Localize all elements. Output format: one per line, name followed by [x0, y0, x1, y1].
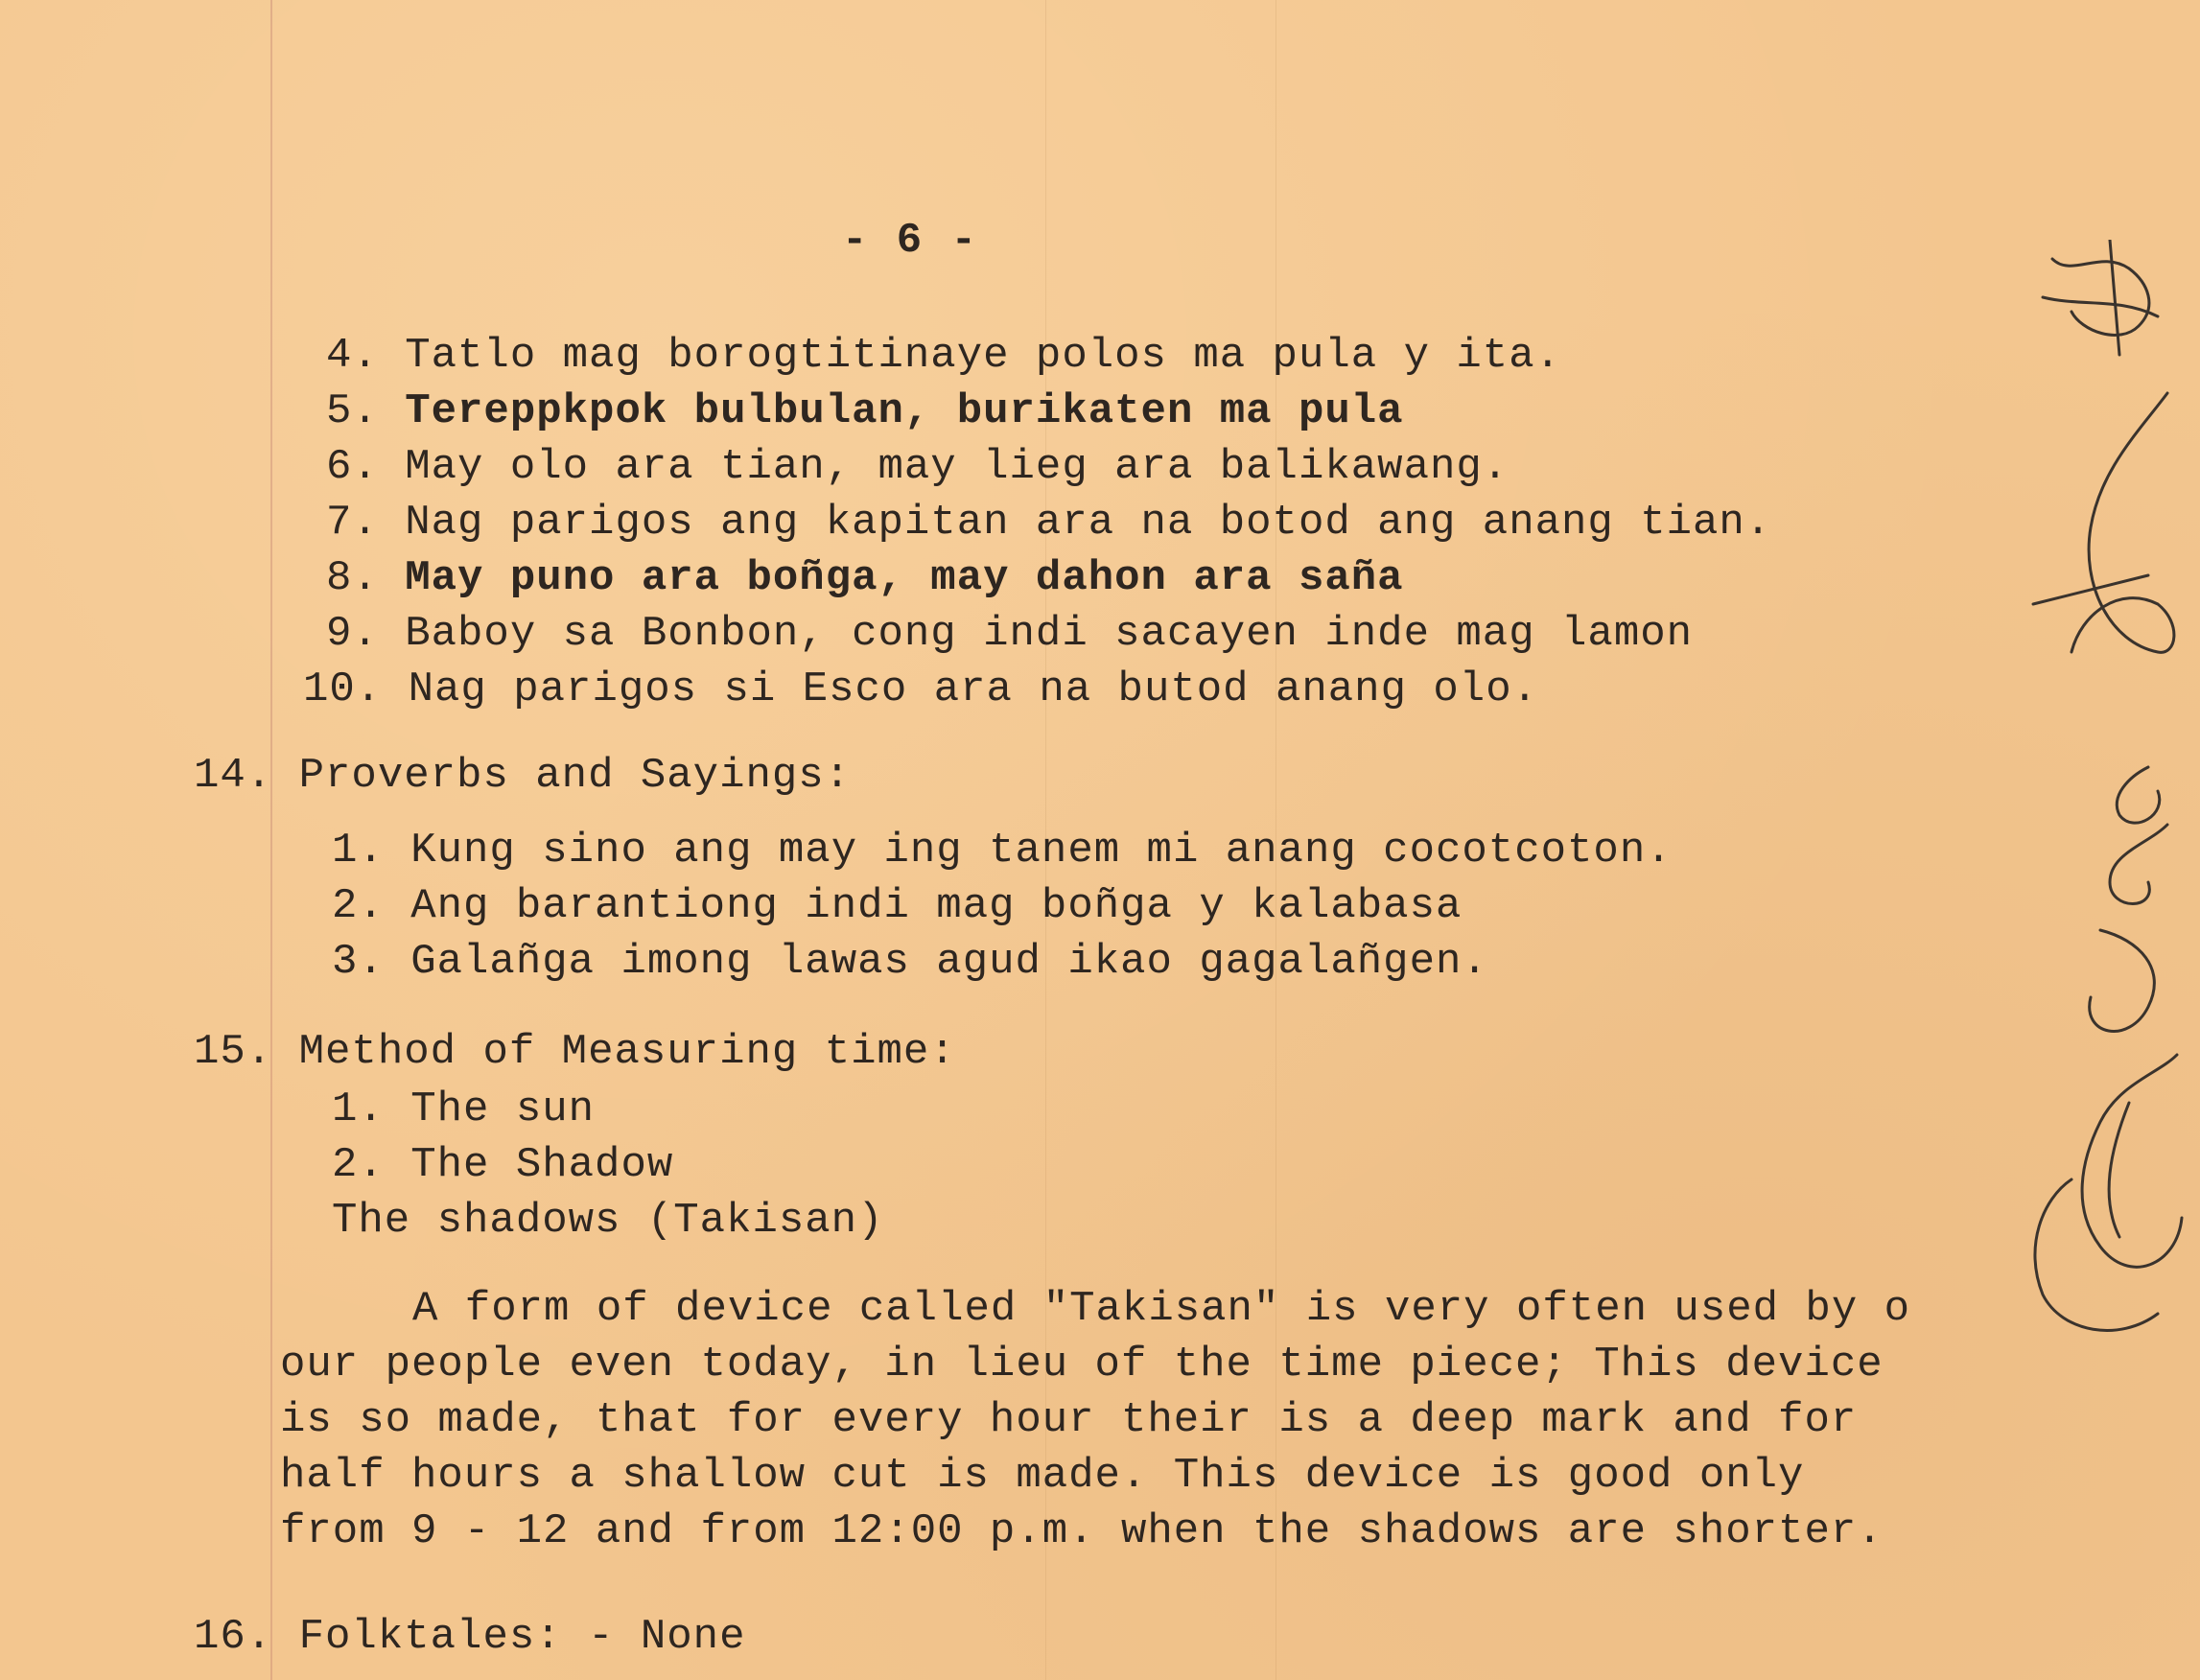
time-method-number: 2.: [332, 1141, 385, 1189]
riddle-text: May puno ara boñga, may dahon ara saña: [405, 554, 1404, 602]
proverb-number: 2.: [332, 882, 385, 930]
riddle-item: [326, 499, 1771, 547]
proverb-item: [332, 938, 1488, 986]
riddle-number: 5.: [326, 387, 379, 435]
riddle-text: Tatlo mag borogtitinaye polos ma pula y ita.: [405, 332, 1562, 380]
section-heading-folktales: 16. Folktales: - None: [194, 1613, 746, 1661]
time-method-item: [332, 1085, 595, 1133]
riddle-number: 8.: [326, 554, 379, 602]
paragraph-line: half hours a shallow cut is made. This device is good only: [280, 1452, 1805, 1500]
proverb-number: 3.: [332, 938, 385, 986]
riddle-text: May olo ara tian, may lieg ara balikawang.: [405, 443, 1510, 491]
riddle-item: [326, 443, 1509, 491]
riddle-item: [326, 387, 1404, 435]
paragraph-line: A form of device called "Takisan" is very often used by o: [412, 1285, 1911, 1333]
riddle-text: Baboy sa Bonbon, cong indi sacayen inde mag lamon: [405, 610, 1694, 658]
time-method-text: The Shadow: [410, 1141, 674, 1189]
riddle-item: [326, 332, 1561, 380]
riddle-item: [326, 610, 1693, 658]
proverb-text: Ang barantiong indi mag boñga y kalabasa: [410, 882, 1463, 930]
proverb-item: [332, 882, 1462, 930]
time-method-number: 1.: [332, 1085, 385, 1133]
proverb-number: 1.: [332, 827, 385, 875]
page-number: - 6 -: [842, 217, 979, 265]
riddle-number: 10.: [303, 665, 383, 713]
proverb-text: Kung sino ang may ing tanem mi anang cocotcoton.: [410, 827, 1673, 875]
paragraph-line: our people even today, in lieu of the time piece; This device: [280, 1341, 1884, 1388]
section-heading-time: 15. Method of Measuring time:: [194, 1028, 956, 1076]
riddle-item: [326, 554, 1404, 602]
time-method-text: The sun: [410, 1085, 596, 1133]
proverb-item: [332, 827, 1673, 875]
paragraph-line: is so made, that for every hour their is a deep mark and for: [280, 1396, 1858, 1444]
riddle-number: 6.: [326, 443, 379, 491]
riddle-number: 7.: [326, 499, 379, 547]
time-method-subline: The shadows (Takisan): [332, 1197, 884, 1245]
handwritten-signature: [2014, 240, 2196, 1352]
riddle-text: Nag parigos si Esco ara na butod anang olo.: [408, 665, 1539, 713]
riddle-number: 9.: [326, 610, 379, 658]
paragraph-line: from 9 - 12 and from 12:00 p.m. when the shadows are shorter.: [280, 1507, 1884, 1555]
margin-rule: [270, 0, 272, 1680]
riddle-item: [303, 665, 1538, 713]
section-heading-proverbs: 14. Proverbs and Sayings:: [194, 752, 852, 800]
riddle-text: Nag parigos ang kapitan ara na botod ang anang tian.: [405, 499, 1772, 547]
riddle-text: Tereppkpok bulbulan, burikaten ma pula: [405, 387, 1404, 435]
time-method-item: [332, 1141, 673, 1189]
proverb-text: Galañga imong lawas agud ikao gagalañgen.: [410, 938, 1488, 986]
riddle-number: 4.: [326, 332, 379, 380]
